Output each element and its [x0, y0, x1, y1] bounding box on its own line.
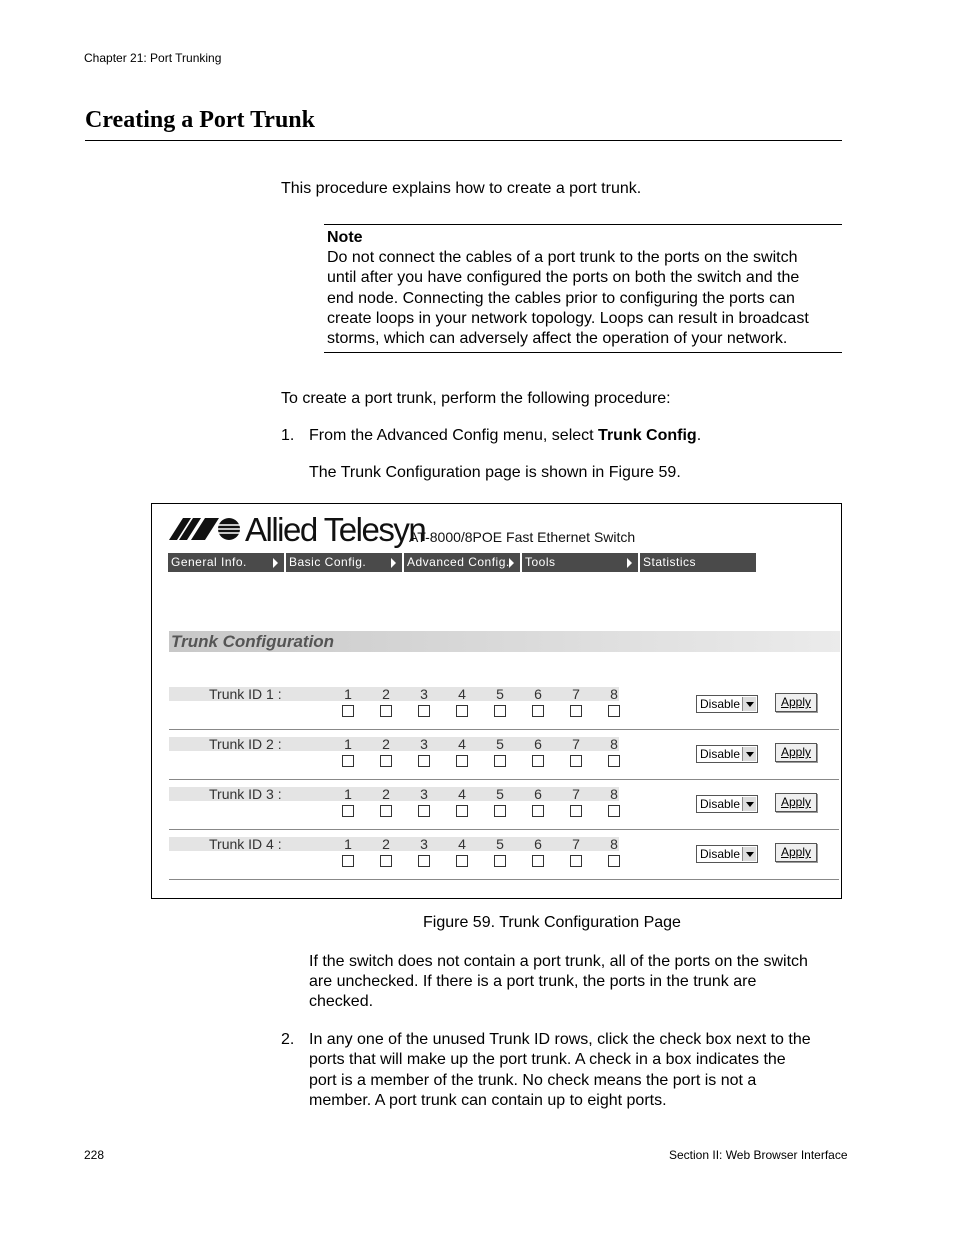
port-checkbox[interactable]	[494, 705, 506, 717]
port-number: 5	[496, 736, 504, 752]
paragraph-line: If the switch does not contain a port trunk, all of the ports on the switch	[309, 953, 808, 970]
port-number: 2	[382, 736, 390, 752]
apply-button[interactable]	[775, 743, 817, 762]
port-checkbox[interactable]	[456, 805, 468, 817]
menu-label: Tools	[525, 555, 556, 569]
menu-label: Advanced Config.	[407, 555, 510, 569]
note-line: until after you have configured the ports on both the switch and the	[327, 269, 800, 287]
apply-button[interactable]	[775, 843, 817, 862]
trunk-id-label: Trunk ID 3 :	[209, 786, 282, 802]
row-divider	[169, 879, 839, 880]
triangle-right-icon	[391, 558, 396, 568]
port-number: 6	[534, 736, 542, 752]
triangle-right-icon	[509, 558, 514, 568]
port-number: 5	[496, 786, 504, 802]
port-checkbox[interactable]	[380, 705, 392, 717]
trunk-row	[169, 687, 839, 737]
port-checkbox[interactable]	[608, 855, 620, 867]
paragraph-line: ports that will make up the port trunk. A check in a box indicates the	[309, 1051, 786, 1069]
port-number: 2	[382, 686, 390, 702]
figure-caption: Figure 59. Trunk Configuration Page	[423, 914, 681, 931]
row-divider	[169, 729, 839, 730]
port-checkbox[interactable]	[342, 755, 354, 767]
step-1-text	[309, 426, 701, 446]
running-header: Chapter 21: Port Trunking	[84, 51, 222, 65]
menu-statistics[interactable]	[640, 553, 756, 572]
port-number: 3	[420, 686, 428, 702]
apply-button-label: Apply	[780, 745, 812, 759]
trunk-row	[169, 737, 839, 787]
port-number: 6	[534, 686, 542, 702]
port-number: 6	[534, 786, 542, 802]
note-title: Note	[327, 229, 363, 246]
port-number: 1	[344, 836, 352, 852]
menu-general-info[interactable]	[168, 553, 284, 572]
product-name: AT-8000/8POE Fast Ethernet Switch	[409, 529, 636, 545]
menu-basic-config[interactable]	[286, 553, 402, 572]
brand-name: Allied Telesyn	[245, 511, 426, 548]
page-title: Trunk Configuration	[171, 632, 335, 651]
trunk-mode-value: Disable	[700, 747, 741, 761]
port-number: 2	[382, 836, 390, 852]
port-number: 7	[572, 786, 580, 802]
trunk-row	[169, 787, 839, 837]
port-checkbox[interactable]	[342, 855, 354, 867]
apply-button-label: Apply	[780, 845, 812, 859]
apply-button-label: Apply	[780, 695, 812, 709]
paragraph-line: port is a member of the trunk. No check means the port is not a	[309, 1071, 757, 1089]
note-line: Do not connect the cables of a port trunk to the ports on the switch	[327, 249, 798, 266]
port-number: 8	[610, 736, 618, 752]
step-number: 2.	[281, 1031, 295, 1048]
port-number: 3	[420, 836, 428, 852]
menu-tools[interactable]	[522, 553, 638, 572]
port-checkbox[interactable]	[418, 805, 430, 817]
menu-label: General Info.	[171, 555, 247, 569]
apply-button[interactable]	[775, 693, 817, 712]
trunk-mode-select[interactable]	[696, 845, 758, 863]
row-divider	[169, 779, 839, 780]
port-checkbox[interactable]	[532, 705, 544, 717]
step-1-followup: The Trunk Configuration page is shown in Figure 59.	[309, 464, 681, 481]
port-number: 3	[420, 736, 428, 752]
step-1-text-post: .	[696, 427, 702, 444]
trunk-row	[169, 837, 839, 887]
port-checkbox[interactable]	[532, 805, 544, 817]
trunk-mode-value: Disable	[700, 697, 741, 711]
port-checkbox[interactable]	[532, 755, 544, 767]
port-number: 8	[610, 836, 618, 852]
after-figure-paragraph	[309, 952, 808, 1012]
triangle-right-icon	[627, 558, 632, 568]
port-checkbox[interactable]	[456, 705, 468, 717]
port-checkbox[interactable]	[456, 855, 468, 867]
note-line: create loops in your network topology. Loops can result in broadcast	[327, 309, 809, 327]
port-number: 1	[344, 736, 352, 752]
port-number: 2	[382, 786, 390, 802]
apply-button[interactable]	[775, 793, 817, 812]
port-number: 7	[572, 736, 580, 752]
trunk-config-figure	[151, 503, 842, 899]
trunk-mode-value: Disable	[700, 797, 741, 811]
port-number: 6	[534, 836, 542, 852]
port-checkbox[interactable]	[418, 755, 430, 767]
port-number: 4	[458, 736, 466, 752]
paragraph-line: are unchecked. If there is a port trunk, the ports in the trunk are	[309, 973, 757, 990]
port-number: 4	[458, 686, 466, 702]
port-number: 7	[572, 686, 580, 702]
paragraph-line: checked.	[309, 993, 374, 1010]
note-box	[324, 224, 842, 353]
trunk-id-label: Trunk ID 2 :	[209, 736, 282, 752]
port-checkbox[interactable]	[380, 805, 392, 817]
port-checkbox[interactable]	[342, 805, 354, 817]
chevron-down-icon	[742, 847, 756, 861]
paragraph-line: In any one of the unused Trunk ID rows, click the check box next to the	[309, 1031, 811, 1048]
port-checkbox[interactable]	[570, 855, 582, 867]
port-number: 4	[458, 836, 466, 852]
port-number: 5	[496, 686, 504, 702]
triangle-right-icon	[273, 558, 278, 568]
chevron-down-icon	[742, 797, 756, 811]
step-1-text-pre: From the Advanced Config menu, select	[309, 427, 599, 444]
note-line: storms, which can adversely affect the operation of your network.	[327, 330, 788, 348]
page-number: 228	[84, 1148, 105, 1162]
trunk-mode-value: Disable	[700, 847, 741, 861]
intro-paragraph: This procedure explains how to create a port trunk.	[281, 180, 642, 197]
port-checkbox[interactable]	[456, 755, 468, 767]
paragraph-line: member. A port trunk can contain up to eight ports.	[309, 1091, 667, 1109]
apply-button-label: Apply	[780, 795, 812, 809]
port-number: 5	[496, 836, 504, 852]
port-checkbox[interactable]	[608, 755, 620, 767]
step-number: 1.	[281, 427, 295, 444]
port-checkbox[interactable]	[532, 855, 544, 867]
port-checkbox[interactable]	[418, 705, 430, 717]
port-number: 8	[610, 686, 618, 702]
port-number: 3	[420, 786, 428, 802]
chevron-down-icon	[742, 697, 756, 711]
port-checkbox[interactable]	[380, 855, 392, 867]
port-number: 4	[458, 786, 466, 802]
port-checkbox[interactable]	[570, 805, 582, 817]
port-checkbox[interactable]	[570, 705, 582, 717]
procedure-intro: To create a port trunk, perform the following procedure:	[281, 390, 671, 407]
port-checkbox[interactable]	[342, 705, 354, 717]
port-checkbox[interactable]	[494, 855, 506, 867]
trunk-mode-select[interactable]	[696, 745, 758, 763]
step-1-menu-item: Trunk Config	[598, 427, 697, 444]
port-number: 1	[344, 786, 352, 802]
port-number: 7	[572, 836, 580, 852]
row-divider	[169, 829, 839, 830]
chevron-down-icon	[742, 747, 756, 761]
port-checkbox[interactable]	[608, 805, 620, 817]
note-line: end node. Connecting the cables prior to configuring the ports can	[327, 289, 795, 307]
trunk-mode-select[interactable]	[696, 695, 758, 713]
port-checkbox[interactable]	[380, 755, 392, 767]
port-number: 1	[344, 686, 352, 702]
menu-label: Statistics	[643, 555, 697, 569]
menu-label: Basic Config.	[289, 555, 367, 569]
port-checkbox[interactable]	[494, 805, 506, 817]
title-rule	[85, 140, 842, 141]
allied-telesyn-logo-icon	[169, 516, 241, 542]
trunk-mode-select[interactable]	[696, 795, 758, 813]
port-checkbox[interactable]	[494, 755, 506, 767]
port-checkbox[interactable]	[570, 755, 582, 767]
port-checkbox[interactable]	[608, 705, 620, 717]
trunk-id-label: Trunk ID 1 :	[209, 686, 282, 702]
port-checkbox[interactable]	[418, 855, 430, 867]
section-title: Creating a Port Trunk	[85, 107, 316, 133]
step-2-text	[309, 1030, 811, 1111]
trunk-id-label: Trunk ID 4 :	[209, 836, 282, 852]
port-number: 8	[610, 786, 618, 802]
menu-advanced-config[interactable]	[404, 553, 520, 572]
footer-section: Section II: Web Browser Interface	[669, 1148, 848, 1162]
